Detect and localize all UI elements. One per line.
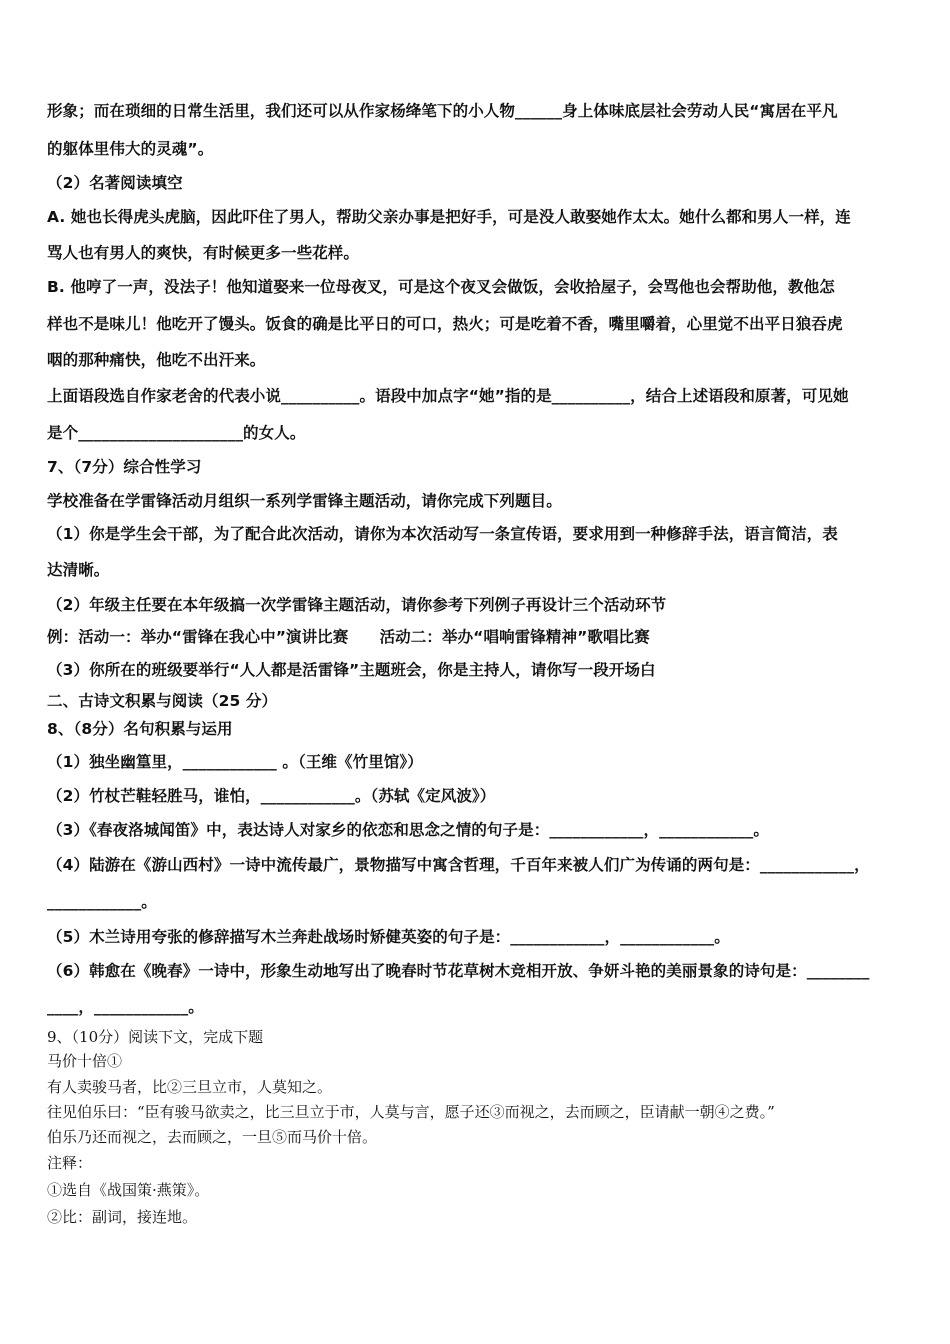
text-line: （1）独坐幽篁里，____________ 。（王维《竹里馆》） — [47, 753, 423, 771]
note-line: ②比：副词，接连地。 — [47, 1208, 198, 1226]
text-line: 达清晰。 — [47, 561, 110, 579]
text-line: 学校准备在学雷锋活动月组织一系列学雷锋主题活动，请你完成下列题目。 — [47, 492, 562, 510]
text-line: （5）木兰诗用夸张的修辞描写木兰奔赴战场时矫健英姿的句子是：____________，____________。 — [47, 928, 730, 946]
text-line: 例：活动一：举办“雷锋在我心中”演讲比赛 活动二：举办“唱响雷锋精神”歌唱比赛 — [47, 628, 650, 646]
text-line: （2）竹杖芒鞋轻胜马，谁怕，____________。（苏轼《定风波》） — [47, 787, 496, 805]
text-line: 骂人也有男人的爽快，有时候更多一些花样。 — [47, 244, 360, 262]
notes-heading: 注释： — [47, 1154, 93, 1172]
question-heading: 8、（8分）名句积累与运用 — [47, 720, 233, 738]
text-line: 是个_____________________的女人。 — [47, 424, 306, 442]
question-heading: 9、（10分）阅读下文，完成下题 — [47, 1028, 264, 1046]
text-line: 的躯体里伟大的灵魂”。 — [47, 140, 214, 158]
text-line: （3）你所在的班级要举行“人人都是活雷锋”主题班会，你是主持人，请你写一段开场白 — [47, 661, 656, 679]
passage-line: 往见伯乐曰：“臣有骏马欲卖之，比三旦立于市，人莫与言，愿子还③而视之，去而顾之，臣请献一朝④之费。” — [47, 1103, 775, 1121]
question-heading: 7、（7分）综合性学习 — [47, 458, 202, 476]
text-line: 咽的那种痛快，他吃不出汗来。 — [47, 351, 266, 369]
passage-title: 马价十倍① — [47, 1052, 123, 1070]
text-line: （2）年级主任要在本年级搞一次学雷锋主题活动，请你参考下列例子再设计三个活动环节 — [47, 596, 667, 614]
section-heading: （2）名著阅读填空 — [47, 174, 183, 192]
text-line: 样也不是味儿！他吃开了馒头。饭食的确是比平日的可口，热火；可是吃着不香，嘴里嚼着，心里觉不出平日狼吞虎 — [47, 315, 843, 333]
text-line: （3）《春夜洛城闻笛》中，表达诗人对家乡的依恋和思念之情的句子是：____________，____________。 — [47, 821, 769, 839]
part-heading: 二、古诗文积累与阅读（25 分） — [47, 692, 278, 710]
note-line: ①选自《战国策·燕策》。 — [47, 1181, 210, 1199]
text-line: ____________。 — [47, 893, 157, 911]
passage-line: 有人卖骏马者，比②三旦立市，人莫知之。 — [47, 1078, 333, 1096]
text-line: B. 他哼了一声，没法子！他知道娶来一位母夜叉，可是这个夜叉会做饭，会收拾屋子，会骂他也会帮助他，教他怎 — [47, 278, 835, 296]
text-line: 上面语段选自作家老舍的代表小说__________。语段中加点字“她”指的是__________，结合上述语段和原著，可见她 — [47, 387, 849, 405]
text-line: 形象；而在琐细的日常生活里，我们还可以从作家杨绛笔下的小人物______身上体味底层社会劳动人民“寓居在平凡 — [47, 102, 838, 120]
text-line: （4）陆游在《游山西村》一诗中流传最广，景物描写中寓含哲理，千百年来被人们广为传诵的两句是：____________， — [47, 856, 870, 874]
text-line: ____，____________。 — [47, 998, 204, 1016]
text-line: A. 她也长得虎头虎脑，因此吓住了男人，帮助父亲办事是把好手，可是没人敢娶她作太太。她什么都和男人一样，连 — [47, 208, 851, 226]
text-line: （1）你是学生会干部，为了配合此次活动，请你为本次活动写一条宣传语，要求用到一种修辞手法，语言简洁，表 — [47, 525, 838, 543]
passage-line: 伯乐乃还而视之，去而顾之，一旦⑤而马价十倍。 — [47, 1128, 378, 1146]
text-line: （6）韩愈在《晚春》一诗中，形象生动地写出了晚春时节花草树木竞相开放、争妍斗艳的美丽景象的诗句是：________ — [47, 962, 870, 980]
